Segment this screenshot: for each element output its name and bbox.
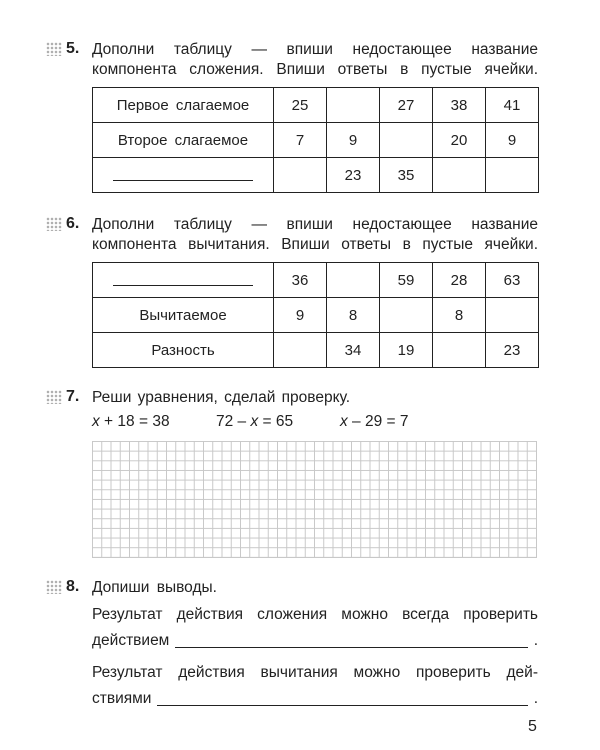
conclusion-1-line-1: Результат действия сложения можно всегда проверить <box>92 606 538 623</box>
task-6-table <box>92 262 539 368</box>
table-cell: 7 <box>274 123 327 158</box>
table-cell-empty[interactable] <box>274 333 327 368</box>
table-cell: 27 <box>380 88 433 123</box>
table-cell: 34 <box>327 333 380 368</box>
task-8-text: Допиши выводы. <box>92 579 217 596</box>
table-cell: 8 <box>433 298 486 333</box>
table-cell: 25 <box>274 88 327 123</box>
row-label-blank[interactable] <box>93 158 274 193</box>
table-cell: 23 <box>327 158 380 193</box>
equation-3: x – 29 = 7 <box>340 413 409 430</box>
table-cell: 38 <box>433 88 486 123</box>
row-label-blank[interactable] <box>93 263 274 298</box>
fill-in-line[interactable] <box>113 275 253 286</box>
table-cell: 9 <box>486 123 539 158</box>
table-cell: 59 <box>380 263 433 298</box>
task-6-text: Дополни таблицу — впиши недостающее название компонента вычитания. Впиши ответы в пустые ячейки. <box>92 216 538 253</box>
table-row <box>93 333 539 368</box>
answer-line[interactable] <box>175 646 527 648</box>
table-cell: 36 <box>274 263 327 298</box>
row-label: Второе слагаемое <box>93 123 274 158</box>
table-cell-empty[interactable] <box>486 298 539 333</box>
table-cell: 41 <box>486 88 539 123</box>
answer-grid[interactable] <box>92 441 537 558</box>
dots-decoration <box>46 390 62 404</box>
dots-decoration <box>46 217 62 231</box>
task-6-number: 6. <box>66 215 79 233</box>
task-7-text: Реши уравнения, сделай проверку. <box>92 389 351 406</box>
table-cell: 35 <box>380 158 433 193</box>
table-cell-empty[interactable] <box>486 158 539 193</box>
table-cell-empty[interactable] <box>327 263 380 298</box>
conclusion-1-line-2: действием . <box>92 632 538 649</box>
table-cell-empty[interactable] <box>380 298 433 333</box>
equation-2: 72 – x = 65 <box>216 413 294 430</box>
table-cell: 23 <box>486 333 539 368</box>
row-label: Разность <box>93 333 274 368</box>
table-row <box>93 298 539 333</box>
table-row <box>93 88 539 123</box>
dots-decoration <box>46 580 62 594</box>
table-cell: 20 <box>433 123 486 158</box>
table-cell: 9 <box>327 123 380 158</box>
table-cell: 19 <box>380 333 433 368</box>
table-row <box>93 123 539 158</box>
table-cell: 8 <box>327 298 380 333</box>
table-cell: 28 <box>433 263 486 298</box>
row-label: Вычитаемое <box>93 298 274 333</box>
row-label: Первое слагаемое <box>93 88 274 123</box>
table-cell: 9 <box>274 298 327 333</box>
answer-line[interactable] <box>157 704 527 706</box>
table-cell-empty[interactable] <box>327 88 380 123</box>
table-row <box>93 158 539 193</box>
task-8-number: 8. <box>66 578 79 596</box>
conclusion-2-line-1: Результат действия вычитания можно проверить дей- <box>92 664 538 681</box>
table-cell-empty[interactable] <box>433 158 486 193</box>
task-5-table <box>92 87 539 193</box>
task-7-number: 7. <box>66 388 79 406</box>
conclusion-2 <box>92 660 538 712</box>
equation-1: x + 18 = 38 <box>92 413 170 430</box>
table-cell-empty[interactable] <box>380 123 433 158</box>
table-cell: 63 <box>486 263 539 298</box>
table-cell-empty[interactable] <box>274 158 327 193</box>
dots-decoration <box>46 42 62 56</box>
page-number: 5 <box>528 718 537 735</box>
fill-in-line[interactable] <box>113 170 253 181</box>
table-cell-empty[interactable] <box>433 333 486 368</box>
task-5-number: 5. <box>66 40 79 58</box>
task-5-text: Дополни таблицу — впиши недостающее название компонента сложения. Впиши ответы в пустые ячейки. <box>92 41 538 78</box>
conclusion-1 <box>92 602 538 654</box>
conclusion-2-line-2: ствиями . <box>92 690 538 707</box>
table-row <box>93 263 539 298</box>
